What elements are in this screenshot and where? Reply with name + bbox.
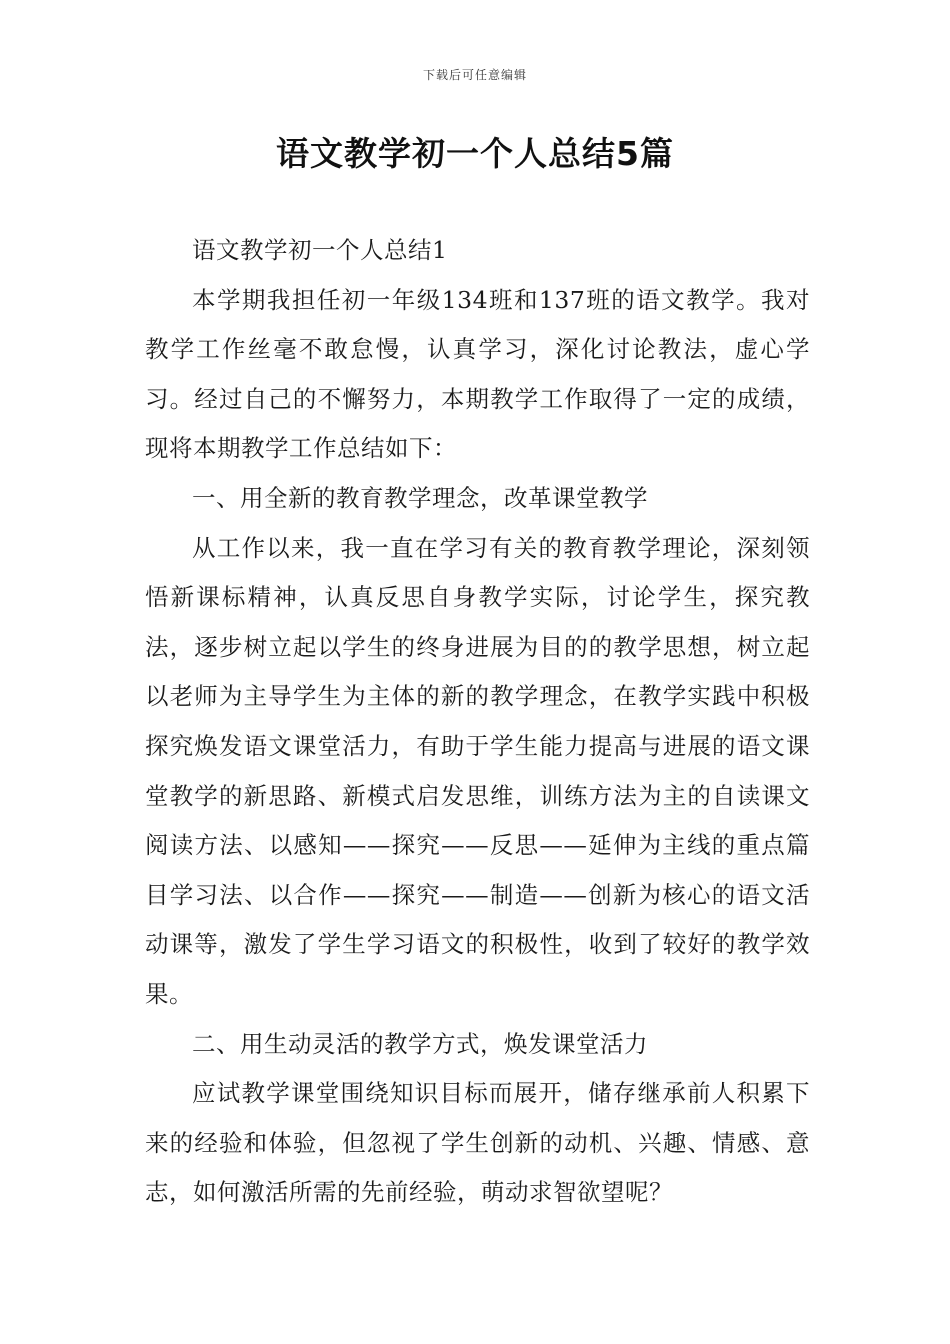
section-heading: 语文教学初一个人总结1 [192,236,448,264]
section-heading: 一、用全新的教育教学理念，改革课堂教学 [192,483,648,512]
paragraph: 应试教学课堂围绕知识目标而展开，储存继承前人积累下来的经验和体验，但忽视了学生创新的动机、兴趣、情感、意志，如何激活所需的先前经验，萌动求智欲望呢？ [145,1079,810,1207]
paragraph: 本学期我担任初一年级134班和137班的语文教学。我对教学工作丝毫不敢怠慢，认真学习，深化讨论教法，虚心学习。经过自己的不懈努力，本期教学工作取得了一定的成绩，现将本期教学工作总结如下： [145,285,810,463]
section-heading: 二、用生动灵活的教学方式，焕发课堂活力 [192,1029,648,1058]
header-note: 下载后可任意编辑 [422,68,527,82]
document-body [145,226,810,1218]
document-title: 语文教学初一个人总结5篇 [276,134,674,173]
paragraph: 从工作以来，我一直在学习有关的教育教学理论，深刻领悟新课标精神，认真反思自身教学实际，讨论学生，探究教法，逐步树立起以学生的终身进展为目的的教学思想，树立起以老师为主导学生为主体的新的教学理念，在教学实践中积极探究焕发语文课堂活力，有助于学生能力提高与进展的语文课堂教学的新思路、新模式启发思维，训练方法为主的自读课文阅读方法、以感知——探究——反思——延伸为主线的重点篇目学习法、以合作——探究——制造——创新为核心的语文活动课等，激发了学生学习语文的积极性，收到了较好的教学效果。 [145,533,810,1008]
